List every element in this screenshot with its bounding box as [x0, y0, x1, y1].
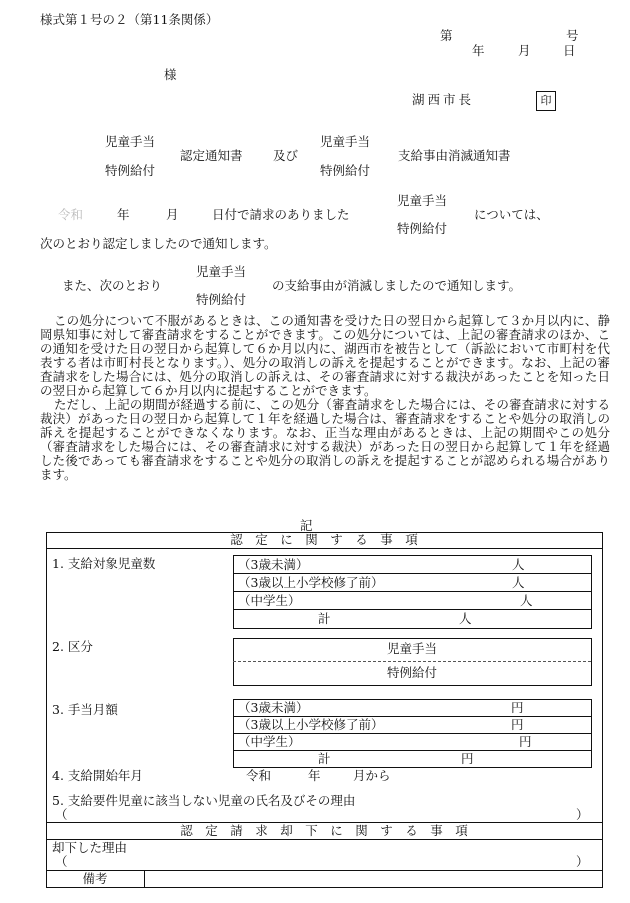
- date-year-label: 年: [472, 43, 485, 58]
- start-era: 令和: [246, 768, 272, 783]
- amount-row-under3: （3歳未満）: [238, 700, 309, 715]
- item5-open-paren: （: [55, 807, 68, 822]
- title-extinction-notice: 支給事由消滅通知書: [398, 148, 511, 163]
- amount-unit-2: 円: [511, 717, 524, 732]
- ki-heading: 記: [300, 518, 313, 533]
- doc-number-prefix: 第: [440, 28, 453, 43]
- category-option-2: 特例給付: [386, 665, 437, 680]
- era-label: 令和: [58, 207, 84, 222]
- table-rule: [46, 839, 602, 840]
- title-allowance-2: 特例給付: [105, 163, 156, 178]
- request-sentence: 日付で請求のありました: [212, 207, 350, 222]
- count-row-under3: （3歳未満）: [238, 557, 309, 572]
- seal-mark: 印: [536, 91, 556, 111]
- item2-label: 2. 区分: [52, 639, 93, 654]
- amount-total-label: 計: [318, 751, 331, 766]
- item3-label: 3. 手当月額: [52, 702, 118, 717]
- rejection-reason-label: 却下した理由: [52, 840, 128, 855]
- line1-suffix: については、: [474, 207, 549, 222]
- appeal-paragraph-1: この処分について不服があるときは、この通知書を受けた日の翌日から起算して３か月以内に、静岡県知事に対して審査請求をすることができます。この処分については、上記の審査請求のほか、この通知を受けた日の翌日から起算して６か月以内に、湖西市を被告として（訴訟において市町村を代表する者は市町村長となります。）、処分の取消しの訴えを提起することができます。なお、上記の審査請求をした場合には、処分の取消しの訴えは、その審査請求に対する裁決があったことを知った日の翌日から起算して６か月以内に提起することができます。: [40, 313, 610, 398]
- rejection-open-paren: （: [55, 854, 68, 869]
- amount-row-preschool: （3歳以上小学校修了前）: [238, 717, 384, 732]
- issuer-name: 湖西市長: [412, 92, 475, 107]
- category-option-1: 児童手当: [386, 641, 437, 656]
- amount-total-unit: 円: [461, 751, 474, 766]
- count-unit-2: 人: [512, 575, 525, 590]
- item4-label: 4. 支給開始年月: [52, 768, 143, 783]
- appeal-paragraph-2: ただし、上記の期間が経過する前に、この処分（審査請求をした場合には、その審査請求に対する裁決）があった日の翌日から起算して１年を経過した場合は、審査請求をすることや処分の取消しの訴えを提起することができなくなります。なお、正当な理由があるときは、上記の期間やこの処分（審査請求をした場合には、その審査請求に対する裁決）があった日の翌日から起算して１年を経過した後であっても審査請求をすることや処分の取消しの訴えを提起することが認められる場合があります。: [40, 397, 610, 482]
- section-certification-title: 認 定 に 関 す る 事 項: [230, 532, 418, 547]
- title-allowance-1: 児童手当: [105, 134, 156, 149]
- count-unit-3: 人: [520, 593, 533, 608]
- table-rule: [233, 591, 591, 592]
- recipient-honorific: 様: [164, 67, 177, 82]
- title-allowance-4: 特例給付: [320, 163, 371, 178]
- doc-number-suffix: 号: [566, 28, 579, 43]
- amount-row-junior: （中学生）: [238, 734, 301, 749]
- category-divider: [233, 661, 591, 662]
- line2-prefix: また、次のとおり: [62, 278, 163, 293]
- appeal-notice: [40, 314, 610, 482]
- line2-allowance-2: 特例給付: [196, 292, 247, 307]
- rejection-close-paren: ）: [576, 854, 589, 869]
- title-and: 及び: [273, 148, 299, 163]
- count-row-preschool: （3歳以上小学校修了前）: [238, 575, 384, 590]
- item5-label: 5. 支給要件児童に該当しない児童の氏名及びその理由: [52, 793, 356, 808]
- date-day-label: 日: [563, 43, 576, 58]
- table-rule: [233, 609, 591, 610]
- title-allowance-3: 児童手当: [320, 134, 371, 149]
- line2-allowance-1: 児童手当: [196, 264, 247, 279]
- request-year-label: 年: [117, 207, 130, 222]
- title-certification-notice: 認定通知書: [180, 148, 243, 163]
- request-month-label: 月: [166, 207, 179, 222]
- table-rule: [46, 548, 602, 549]
- start-month-label: 月から: [353, 768, 391, 783]
- amount-unit-3: 円: [519, 734, 532, 749]
- start-year-label: 年: [308, 768, 321, 783]
- count-total-label: 計: [318, 611, 331, 626]
- section-rejection-title: 認 定 請 求 却 下 に 関 す る 事 項: [180, 823, 468, 838]
- count-total-unit: 人: [459, 611, 472, 626]
- line1-allowance-2: 特例給付: [397, 221, 448, 236]
- form-number: 様式第１号の２（第11条関係）: [40, 12, 219, 27]
- item1-label: 1. 支給対象児童数: [52, 556, 156, 571]
- table-rule: [233, 573, 591, 574]
- table-rule: [144, 870, 145, 887]
- amount-unit-1: 円: [511, 700, 524, 715]
- date-month-label: 月: [518, 43, 531, 58]
- remarks-label: 備考: [82, 871, 108, 886]
- count-unit-1: 人: [512, 557, 525, 572]
- line2-suffix: の支給事由が消滅しましたので通知します。: [272, 278, 522, 293]
- item5-close-paren: ）: [576, 807, 589, 822]
- count-row-junior: （中学生）: [238, 593, 301, 608]
- line1-allowance-1: 児童手当: [397, 193, 448, 208]
- certification-sentence: 次のとおり認定しましたので通知します。: [40, 236, 277, 251]
- table-rule: [233, 750, 591, 751]
- table-rule: [46, 870, 602, 871]
